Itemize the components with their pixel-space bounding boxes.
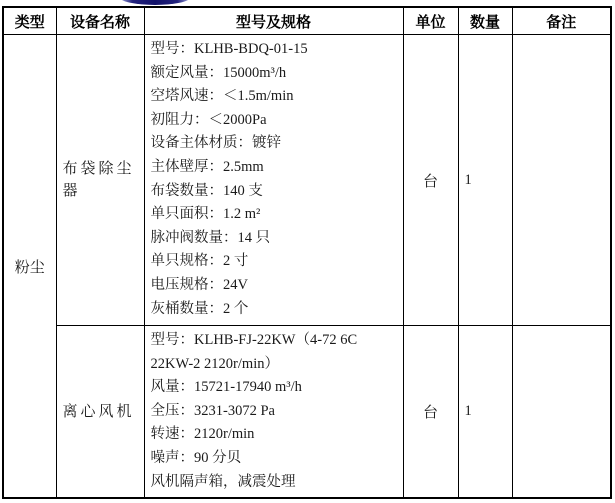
spec-line: 噪声：90 分贝 <box>150 449 242 466</box>
spec-line: 风量：15721-17940 m³/h <box>150 379 302 396</box>
unit-cell: 台 <box>403 35 458 326</box>
spec-line: 脉冲阀数量：14 只 <box>150 229 271 246</box>
remark-cell <box>512 35 611 326</box>
equipment-name-centrifugal-fan: 离心风机 <box>56 326 144 499</box>
spec-line: 全压：3231-3072 Pa <box>150 402 275 419</box>
column-header-quantity: 数量 <box>458 7 512 35</box>
column-header-remarks: 备注 <box>512 7 611 35</box>
column-header-model-spec: 型号及规格 <box>144 7 403 35</box>
spec-line: 单只规格：2 寸 <box>150 253 249 270</box>
spec-cell-centrifugal-fan <box>144 326 403 499</box>
table-row-centrifugal-fan <box>3 326 611 499</box>
spec-line: 型号：KLHB-BDQ-01-15 <box>150 41 308 57</box>
spec-line: 初阻力：＜2000Pa <box>150 111 267 128</box>
spec-cell-bag-dust-collector <box>144 35 403 326</box>
spec-line: 型号：KLHB-FJ-22KW（4-72 6C <box>150 332 358 348</box>
spec-line: 布袋数量：140 支 <box>150 182 263 199</box>
spec-line: 转速：2120r/min <box>150 426 255 443</box>
spec-line: 单只面积：1.2 m² <box>150 206 261 223</box>
column-header-unit: 单位 <box>403 7 458 35</box>
spec-line: 风机隔声箱，减震处理 <box>150 473 296 490</box>
remark-cell <box>512 326 611 499</box>
spec-line: 22KW-2 2120r/min） <box>150 355 279 372</box>
spec-line: 主体壁厚：2.5mm <box>150 158 264 175</box>
quantity-cell: 1 <box>458 35 512 326</box>
spec-line: 电压规格：24V <box>150 276 248 293</box>
blue-oval-artifact <box>120 0 190 5</box>
spec-line: 设备主体材质：镀锌 <box>150 135 281 152</box>
table-row-bag-dust-collector <box>3 35 611 326</box>
spec-line: 额定风量：15000m³/h <box>150 64 287 81</box>
spec-line: 空塔风速：＜1.5m/min <box>150 88 294 105</box>
header-row <box>3 7 611 35</box>
spec-line: 灰桶数量：2 个 <box>150 300 249 317</box>
type-cell-dust: 粉尘 <box>3 35 56 499</box>
equipment-name-bag-dust-collector: 布袋除尘器 <box>56 35 144 326</box>
quantity-cell: 1 <box>458 326 512 499</box>
equipment-spec-table <box>2 6 612 499</box>
column-header-equipment-name: 设备名称 <box>56 7 144 35</box>
unit-cell: 台 <box>403 326 458 499</box>
column-header-type: 类型 <box>3 7 56 35</box>
